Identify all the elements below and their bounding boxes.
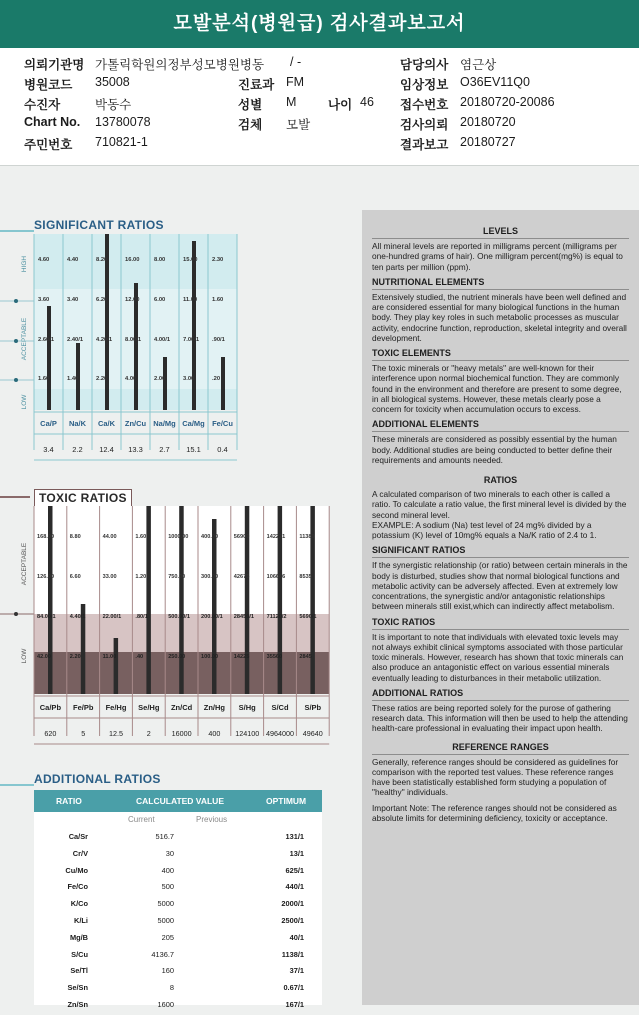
tick-label: 1.20 [135,574,147,580]
column-name-ca-p: Ca/P [40,419,57,428]
info-row-5 [0,135,639,155]
institution-value: 가톨릭학원의정부성모병원병동 [95,58,265,72]
result-s-cd: 4964000 [266,729,294,738]
tick-label: .90/1 [212,337,225,343]
zone-label-acceptable: ACCEPTABLE [21,317,28,361]
tick-label: 3.60 [38,297,50,303]
toxic-elements-heading: TOXIC ELEMENTS [372,348,629,361]
additional-ratios-table [34,790,322,1009]
tick-label: 28450/1 [233,614,255,620]
tick-label: 3.40 [67,297,79,303]
tick-label: 2.20 [69,654,81,660]
tick-label: 2.20 [96,376,108,382]
bar-fe-hg [114,638,119,694]
column-name-zn-hg: Zn/Hg [203,703,226,712]
zone-label-high: HIGH [21,255,28,273]
col-optimum-header: OPTIMUM [266,796,307,806]
patient-value: 박동수 [95,98,132,112]
tick-label: 7.00/1 [183,337,200,343]
current-cell: 500 [161,882,174,892]
marker-dot [14,339,18,343]
bar-na-mg [163,357,167,410]
tick-label: 8535 [299,574,312,580]
optimum-cell: 167/1 [285,999,304,1009]
current-cell: 516.7 [155,832,174,841]
result-fe-pb: 5 [81,729,86,738]
tick-label: 8.20 [96,257,108,263]
tick-label: 42.00 [37,654,51,660]
table-row [34,878,322,895]
current-cell: 4136.7 [151,949,174,959]
toxic-rule-left [0,496,30,498]
specimen-value: 모발 [286,118,311,132]
current-cell: 5000 [157,915,174,925]
current-cell: 30 [165,848,174,858]
request-value: 20180720 [460,115,516,129]
tick-label: 8.00 [154,257,166,263]
column-name-ca-mg: Ca/Mg [182,419,205,428]
hospital-code-value: 35008 [95,75,130,89]
sex-label: 성별 [238,98,263,112]
bar-ca-mg [192,241,196,410]
tick-label: 6.00 [154,297,166,303]
column-name-s-hg: S/Hg [238,703,256,712]
additional-elements-heading: ADDITIONAL ELEMENTS [372,419,629,432]
table-row [34,828,322,845]
marker-dot [14,612,18,616]
table-row [34,962,322,979]
optimum-cell: 40/1 [289,932,304,942]
additional-elements-text: These minerals are considered as possibly essential by the human body. Additional studies are being conducted to better define their requirements and amounts needed. [372,434,617,465]
tick-label: 400.00 [201,534,219,540]
tick-label: 2.00 [154,376,166,382]
nutritional-text: Extensively studied, the nutrient minerals have been well defined and are considered essential for many biological functions in the human body. They play key roles in such metabolic processes as muscular activity, endocrine function, reproduction, skeletal integrity and overall development. [372,292,627,343]
column-name-ca-k: Ca/K [97,419,116,428]
tick-label: 8.80 [69,534,81,540]
tick-label: 1.60 [212,297,224,303]
toxic-ratios-chart [0,504,330,748]
ratios-text: A calculated comparison of two minerals to each other is called a ratio. To calculate a ratio value, the first mineral level is divided by the second mineral level. [372,489,627,520]
col-previous-subheader: Previous [196,815,228,824]
patient-info-block [0,48,639,166]
report-value: 20180727 [460,135,516,149]
tick-label: 6.60 [69,574,81,580]
result-se-hg: 2 [146,729,151,738]
tick-label: 750.00 [168,574,186,580]
result-na-k: 2.2 [72,445,83,454]
additional-rule-left [0,784,34,786]
ratio-cell: Se/Sn [67,983,88,993]
result-na-mg: 2.7 [159,445,170,454]
tick-label: 44.00 [102,534,117,540]
table-row [34,946,322,963]
additional-table-subheader [34,812,322,828]
reference-ranges-heading: REFERENCE RANGES [372,742,629,755]
table-row [34,845,322,862]
tick-label: 4.00/1 [154,337,171,343]
institution-label: 의뢰기관명 [24,58,85,72]
column-name-s-cd: S/Cd [271,703,289,712]
id-value: 710821-1 [95,135,148,149]
optimum-cell: 2500/1 [281,915,304,925]
current-cell: 400 [161,865,174,875]
tick-label: 200.00/1 [201,614,223,620]
ratio-cell: Ca/Sr [68,832,88,841]
toxic-ratios-title: TOXIC RATIOS [34,489,132,507]
tick-label: 4.20/1 [96,337,113,343]
ratio-cell: S/Cu [71,949,88,959]
result-fe-cu: 0.4 [217,445,228,454]
reference-ranges-note: Important Note: The reference ranges should not be considered as absolute limits for determining deficiency, toxicity or acceptance. [372,802,617,823]
report-label: 결과보고 [400,138,449,152]
column-name-zn-cd: Zn/Cd [170,703,193,712]
result-zn-cu: 13.3 [128,445,143,454]
tick-label: 35560 [266,654,283,660]
zone-label-low: LOW [21,648,28,664]
nutritional-heading: NUTRITIONAL ELEMENTS [372,277,629,290]
additional-table-body [34,828,322,1013]
ratio-cell: K/Li [74,915,88,925]
tick-label: .80/1 [135,614,148,620]
clinical-info-value: O36EV11Q0 [460,75,530,89]
result-ca-k: 12.4 [99,445,114,454]
current-cell: 1600 [157,999,174,1009]
col-calculated-header: CALCULATED VALUE [136,796,224,806]
info-row-1 [0,55,639,75]
result-ca-p: 3.4 [43,445,54,454]
bar-zn-hg [212,519,217,694]
tick-label: 42675 [233,574,250,580]
tick-label: 1.60 [135,534,147,540]
tick-label: 16.00 [125,257,140,263]
tick-label: 142221 [266,534,286,540]
column-name-fe-hg: Fe/Hg [105,703,127,712]
ratio-cell: Mg/B [69,932,88,942]
current-cell: 205 [161,932,174,942]
tick-label: 2845 [299,654,312,660]
ratio-cell: Zn/Sn [67,999,88,1009]
col-ratio-header: RATIO [56,796,82,806]
additional-ratios-title: ADDITIONAL RATIOS [34,772,161,786]
column-name-fe-cu: Fe/Cu [212,419,233,428]
tick-label: 14225 [233,654,250,660]
optimum-cell: 0.67/1 [283,983,304,993]
patient-label: 수진자 [24,98,61,112]
additional-ratios-text: These ratios are being reported solely for the purose of gathering research data. This information will then be used to help the attending health-care professional in evaluating their impact upon health. [372,702,628,734]
tick-label: 500.00/1 [168,614,190,620]
significant-ratios-heading: SIGNIFICANT RATIOS [372,545,629,558]
ratio-cell: Cr/V [72,848,88,858]
zone-label-low: LOW [21,394,28,410]
current-cell: 160 [161,966,174,976]
chart-label: Chart No. [24,115,81,129]
receipt-label: 접수번호 [400,98,449,112]
tick-label: 84.00/1 [37,614,56,620]
table-row [34,895,322,912]
bar-se-hg [146,506,151,694]
ratio-cell: K/Co [70,899,88,909]
toxic-ratios-heading: TOXIC RATIOS [372,617,629,630]
column-name-ca-pb: Ca/Pb [39,703,62,712]
result-s-pb: 49640 [302,729,323,738]
tick-label: 22.00/1 [102,614,122,620]
tick-label: 8.00/1 [125,337,142,343]
table-row [34,996,322,1013]
optimum-cell: 13/1 [289,848,304,858]
significant-ratios-chart [0,232,250,464]
tick-label: 168.00 [37,534,55,540]
explanation-panel [362,210,639,1005]
tick-label: 1.60 [38,376,50,382]
result-ca-mg: 15.1 [186,445,201,454]
col-current-subheader: Current [128,815,155,824]
additional-table-header [34,790,322,812]
doctor-label: 담당의사 [400,58,449,72]
result-zn-hg: 400 [208,729,221,738]
institution-tail: / - [290,55,302,69]
tick-label: 5690/1 [299,614,317,620]
ratio-cell: Se/Tl [70,966,88,976]
reference-ranges-text: Generally, reference ranges should be considered as guidelines for comparison with the reported test values. These reference ranges have been statistically established form studying a population of "healthy" individuals. [372,756,619,798]
table-row [34,979,322,996]
optimum-cell: 440/1 [285,882,304,892]
tick-label: 300.00 [201,574,219,580]
ratio-cell: Fe/Co [67,882,88,892]
tick-label: 1.40 [67,376,79,382]
tick-label: 2.60/1 [38,337,55,343]
specimen-label: 검체 [238,118,263,132]
tick-label: .20 [212,376,221,382]
age-label: 나이 [328,98,353,112]
current-cell: 8 [169,983,174,993]
info-row-4 [0,115,639,135]
zone-label-acceptable: ACCEPTABLE [21,542,28,586]
dept-value: FM [286,75,305,89]
table-row [34,862,322,879]
column-name-s-pb: S/Pb [304,703,322,712]
tick-label: 12.00 [125,297,140,303]
levels-heading: LEVELS [372,226,629,239]
result-s-hg: 124100 [235,729,260,738]
chart-value: 13780078 [95,115,151,129]
tick-label: 1000.00 [168,534,189,540]
optimum-cell: 1138/1 [281,949,304,959]
column-name-na-mg: Na/Mg [153,419,176,428]
ratios-example: EXAMPLE: A sodium (Na) test level of 24 mg% divided by a potassium (K) level of 10mg% equals a Na/K ratio of 2.4 to 1. [372,519,597,541]
tick-label: 11.00 [102,654,117,660]
additional-ratios-heading: ADDITIONAL RATIOS [372,688,629,701]
tick-label: .40 [135,654,144,660]
significant-ratios-title: SIGNIFICANT RATIOS [34,218,164,232]
clinical-info-label: 임상정보 [400,78,449,92]
tick-label: 4.40 [67,257,79,263]
tick-label: 71120/2 [266,614,287,620]
hospital-code-label: 병원코드 [24,78,73,92]
report-title: 모발분석(병원급) 검사결과보고서 [0,0,639,48]
tick-label: 4.00 [125,376,137,382]
tick-label: 2.40/1 [67,337,84,343]
current-cell: 5000 [157,899,174,909]
info-row-2 [0,75,639,95]
table-row [34,929,322,946]
ratios-heading: RATIOS [483,475,518,486]
tick-label: 126.00 [37,574,55,580]
optimum-cell: 625/1 [285,865,304,875]
tick-label: 3.00 [183,376,195,382]
result-zn-cd: 16000 [171,729,192,738]
marker-dot [14,378,18,382]
optimum-cell: 2000/1 [281,899,304,909]
tick-label: 4.40/1 [69,614,86,620]
sex-value: M [286,95,297,109]
result-ca-pb: 620 [44,729,57,738]
column-name-se-hg: Se/Hg [138,703,160,712]
bar-ca-p [47,306,51,410]
tick-label: 6.20 [96,297,108,303]
table-row [34,912,322,929]
tick-label: 4.60 [38,257,50,263]
bar-fe-cu [221,357,225,410]
tick-label: 2.30 [212,257,224,263]
dept-label: 진료과 [238,78,275,92]
tick-label: 33.00 [102,574,117,580]
tick-label: 15.00 [183,257,198,263]
tick-label: 11380 [299,534,315,540]
ratio-cell: Cu/Mo [65,865,88,875]
tick-label: 106666 [266,574,286,580]
info-row-3 [0,95,639,115]
tick-label: 100.00 [201,654,219,660]
optimum-cell: 37/1 [289,966,304,976]
levels-text: All mineral levels are reported in milligrams percent (milligrams per one-hundred grams of hair). One milligram percent(mg%) is equal to ten parts per million (ppm). [372,241,623,272]
column-name-fe-pb: Fe/Pb [72,703,94,712]
tick-label: 11.00 [183,297,198,303]
tick-label: 56900 [233,534,250,540]
toxic-ratios-text: It is important to note that individuals with elevated toxic levels may not always exhibit clinical symptoms associated with those particular toxic minerals. However, research has shown that toxic minerals can also produce an antagonistic effect on various essential minerals eventually leading to disturbances in their metabolic utilization. [372,631,624,683]
optimum-cell: 131/1 [285,832,304,841]
tick-label: 250.00 [168,654,186,660]
doctor-value: 염근상 [460,58,497,72]
significant-ratios-text: If the synergistic relationship (or ratio) between certain minerals in the body is disturbed, studies show that normal biological functions and metabolic activity can be adversely affected. Even at extremely low concentrations, the synergistic and/or antagonistic relationships between minerals still exist,which can indirectly affect metabolism. [372,560,628,612]
column-name-zn-cu: Zn/Cu [124,419,147,428]
toxic-elements-text: The toxic minerals or "heavy metals" are well-known for their interference upon normal biochemical function. They are commonly found in the environment and therefore are present to some degree, in all biological systems. However, these metals clearly pose a concern for toxicity when accumulation occurs to excess. [372,363,622,415]
result-fe-hg: 12.5 [109,729,123,738]
age-value: 46 [360,95,374,109]
marker-dot [14,299,18,303]
receipt-value: 20180720-20086 [460,95,555,109]
request-label: 검사의뢰 [400,118,449,132]
column-name-na-k: Na/K [68,419,87,428]
id-label: 주민번호 [24,138,73,152]
